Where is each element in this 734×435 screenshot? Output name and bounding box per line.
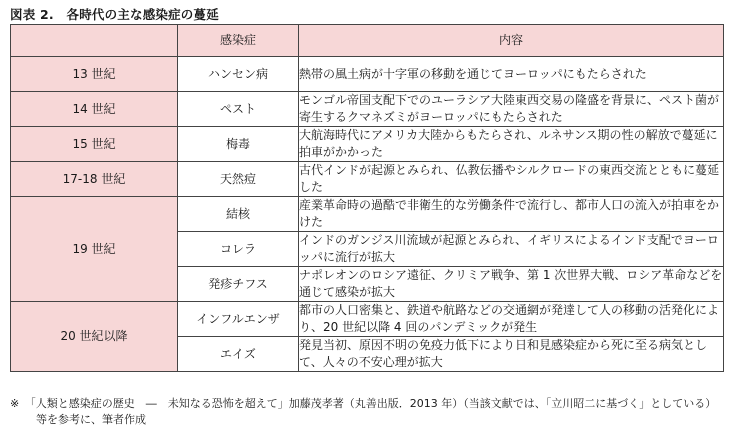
era-cell: 14 世紀 — [11, 92, 178, 127]
content-cell: 熱帯の風土病が十字軍の移動を通じてヨーロッパにもたらされた — [299, 57, 724, 92]
header-era — [11, 25, 178, 57]
disease-cell: 発疹チフス — [178, 267, 299, 302]
header-disease: 感染症 — [178, 25, 299, 57]
table-row — [11, 57, 724, 92]
disease-table — [10, 24, 724, 372]
table-row — [11, 302, 724, 337]
content-cell: 古代インドが起源とみられ、仏教伝播やシルクロードの東西交流とともに蔓延した — [299, 162, 724, 197]
source-note — [10, 396, 728, 428]
disease-cell: ペスト — [178, 92, 299, 127]
header-row — [11, 25, 724, 57]
disease-cell: 結核 — [178, 197, 299, 232]
source-note-line1: ※ 「人類と感染症の歴史 ― 未知なる恐怖を超えて」加藤茂孝著（丸善出版．2013 年）（当該文献では、「立川昭二に基づく」としている） — [10, 397, 717, 410]
era-cell: 20 世紀以降 — [11, 302, 178, 372]
content-cell: 都市の人口密集と、鉄道や航路などの交通網が発達して人の移動の活発化により、20 世紀以降 4 回のパンデミックが発生 — [299, 302, 724, 337]
era-cell: 13 世紀 — [11, 57, 178, 92]
content-cell: ナポレオンのロシア遠征、クリミア戦争、第 1 次世界大戦、ロシア革命などを通じて感染が拡大 — [299, 267, 724, 302]
disease-cell: コレラ — [178, 232, 299, 267]
content-cell: インドのガンジス川流域が起源とみられ、イギリスによるインド支配でヨーロッパに流行が拡大 — [299, 232, 724, 267]
disease-cell: インフルエンザ — [178, 302, 299, 337]
era-cell: 15 世紀 — [11, 127, 178, 162]
figure-title: 図表 2. 各時代の主な感染症の蔓延 — [10, 7, 219, 22]
content-cell: 大航海時代にアメリカ大陸からもたらされ、ルネサンス期の性の解放で蔓延に拍車がかかった — [299, 127, 724, 162]
table-row — [11, 162, 724, 197]
era-cell: 17-18 世紀 — [11, 162, 178, 197]
table-row — [11, 197, 724, 232]
disease-cell: 天然痘 — [178, 162, 299, 197]
content-cell: モンゴル帝国支配下でのユーラシア大陸東西交易の隆盛を背景に、ペスト菌が寄生するクマネズミがヨーロッパにもたらされた — [299, 92, 724, 127]
table-row — [11, 127, 724, 162]
disease-cell: 梅毒 — [178, 127, 299, 162]
source-note-line2: 等を参考に、筆者作成 — [36, 413, 146, 426]
disease-cell: ハンセン病 — [178, 57, 299, 92]
table-row — [11, 92, 724, 127]
header-content: 内容 — [299, 25, 724, 57]
content-cell: 産業革命時の過酷で非衛生的な労働条件で流行し、都市人口の流入が拍車をかけた — [299, 197, 724, 232]
content-cell: 発見当初、原因不明の免疫力低下により日和見感染症から死に至る病気として、人々の不安心理が拡大 — [299, 337, 724, 372]
era-cell: 19 世紀 — [11, 197, 178, 302]
disease-cell: エイズ — [178, 337, 299, 372]
